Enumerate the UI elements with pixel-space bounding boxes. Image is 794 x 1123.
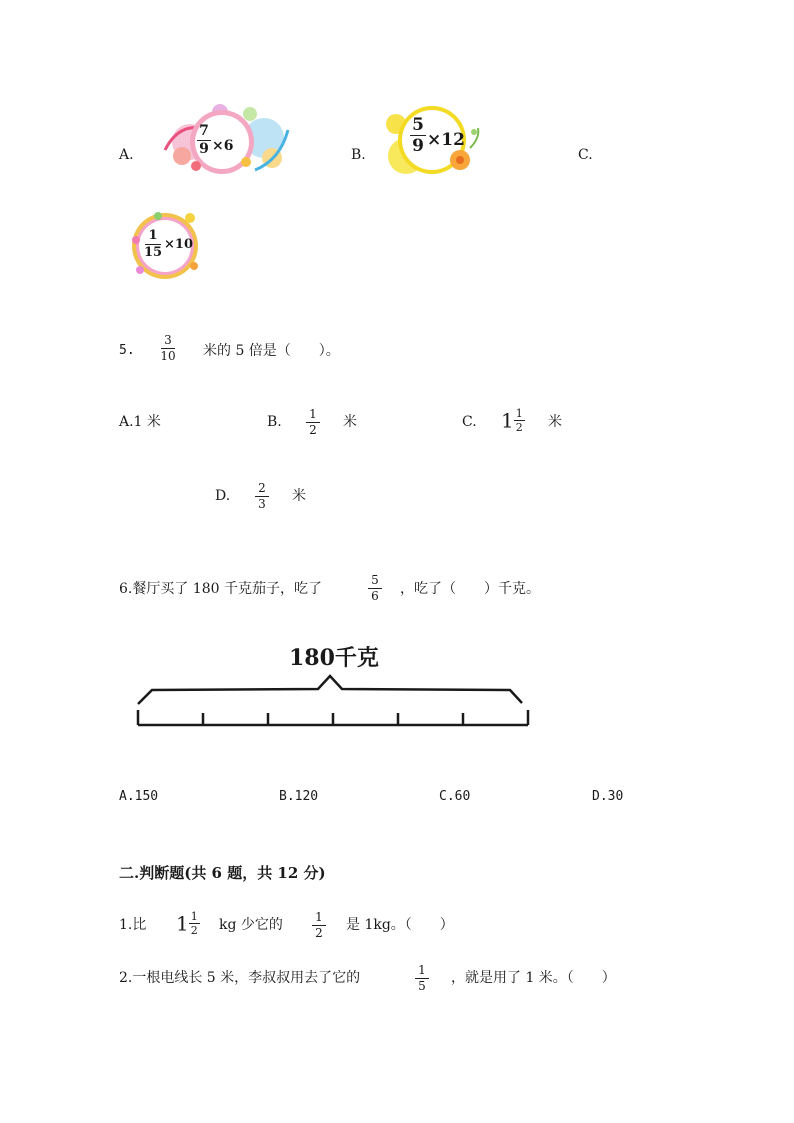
question-suffix: 是 1kg。（ ）	[346, 917, 454, 933]
tick-marks	[138, 710, 528, 725]
brace-line-diagram	[132, 670, 534, 732]
option-text: B.120	[279, 789, 319, 804]
multiplier-text: ×10	[164, 237, 193, 252]
fraction: 1 5	[413, 964, 431, 993]
fraction: 2 3	[253, 482, 271, 511]
question-suffix: ，就是用了 1 米。（ ）	[451, 970, 616, 986]
question-number: 5.	[119, 343, 135, 358]
multiplier-text: ×12	[427, 130, 465, 150]
question-prefix: 2.一根电线长 5 米，李叔叔用去了它的	[119, 970, 361, 986]
question-text: kg 少它的	[219, 917, 283, 933]
diagram-label: 180千克	[289, 645, 379, 671]
option-text: A.1 米	[119, 414, 161, 430]
question-text: 米的 5 倍是（ ）。	[203, 343, 340, 359]
mixed-number: $1\frac{1}{2}$	[501, 407, 523, 434]
option-text: D.30	[592, 789, 624, 804]
option-letter: B.	[351, 147, 366, 163]
question-text: ，吃了（ ）千克。	[400, 581, 540, 597]
option-text: C.60	[439, 789, 471, 804]
question-prefix: 1.比	[119, 917, 147, 933]
option-letter: B.	[267, 414, 282, 430]
question-text: 6.餐厅买了 180 千克茄子，吃了	[119, 581, 322, 597]
fraction: 1 2	[310, 911, 328, 940]
multiplier-text: ×6	[212, 138, 234, 154]
fraction: 1 15	[143, 228, 163, 260]
option-text: A.150	[119, 789, 159, 804]
brace	[138, 676, 522, 704]
fraction: 5 9	[408, 116, 428, 155]
fraction: 3 10	[160, 333, 176, 363]
option-letter: A.	[119, 147, 134, 163]
fraction: 5 6	[366, 574, 384, 603]
mixed-number: $1\frac{1}{2}$	[176, 910, 198, 937]
option-unit: 米	[292, 488, 306, 504]
option-letter: D.	[215, 488, 231, 504]
fraction: 7 9	[195, 124, 213, 157]
option-unit: 米	[548, 414, 562, 430]
option-letter: C.	[462, 414, 477, 430]
section-heading: 二.判断题(共 6 题，共 12 分)	[119, 864, 326, 882]
fraction: 1 2	[304, 408, 322, 437]
option-letter: C.	[578, 147, 593, 163]
option-unit: 米	[343, 414, 357, 430]
